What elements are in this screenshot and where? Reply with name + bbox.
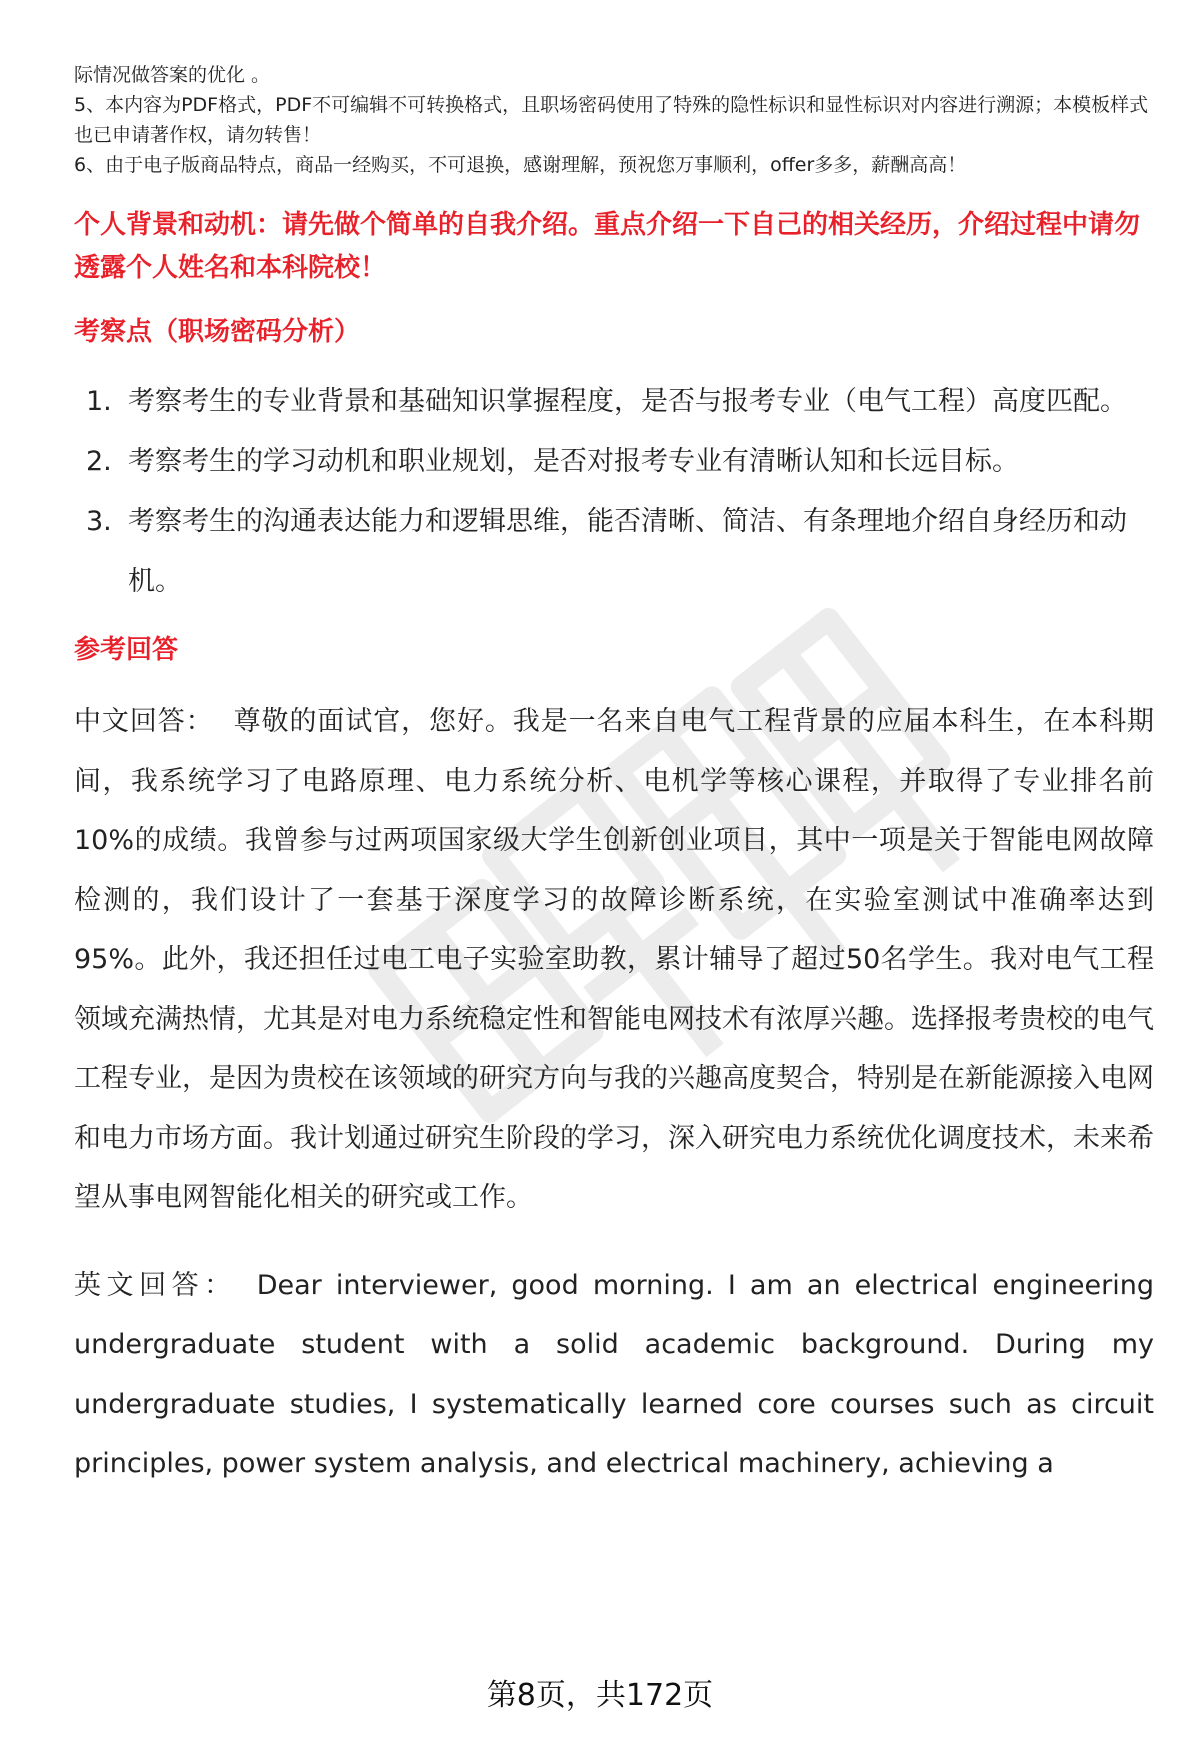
analysis-heading: 考察点（职场密码分析）: [74, 317, 361, 347]
note-line: 6、由于电子版商品特点，商品一经购买，不可退换，感谢理解，预祝您万事顺利，offer多多，薪酬高高！: [74, 154, 967, 176]
english-answer-text: Dear interviewer, good morning. I am an electrical engineering undergraduate student with a solid academic background. During my undergraduate studies, I systematically learned core courses such as circuit principles, power system analysis, and electrical machinery, achieving a: [74, 1269, 1155, 1479]
chinese-answer-text: 尊敬的面试官，您好。我是一名来自电气工程背景的应届本科生，在本科期间，我系统学习了电路原理、电力系统分析、电机学等核心课程，并取得了专业排名前10%的成绩。我曾参与过两项国家级大学生创新创业项目，其中一项是关于智能电网故障检测的，我们设计了一套基于深度学习的故障诊断系统，在实验室测试中准确率达到95%。此外，我还担任过电工电子实验室助教，累计辅导了超过50名学生。我对电气工程领域充满热情，尤其是对电力系统稳定性和智能电网技术有浓厚兴趣。选择报考贵校的电气工程专业，是因为贵校在该领域的研究方向与我的兴趣高度契合，特别是在新能源接入电网和电力市场方面。我计划通过研究生阶段的学习，深入研究电力系统优化调度技术，未来希望从事电网智能化相关的研究或工作。: [74, 706, 1155, 1213]
chinese-answer: [74, 692, 1154, 1228]
list-text: 考察考生的学习动机和职业规划，是否对报考专业有清晰认知和长远目标。: [128, 446, 1019, 477]
list-item: [74, 372, 1154, 432]
list-text: 考察考生的沟通表达能力和逻辑思维，能否清晰、简洁、有条理地介绍自身经历和动机。: [128, 506, 1127, 597]
notes-block: [74, 60, 1154, 180]
list-number: 1.: [86, 386, 112, 417]
english-answer: [74, 1256, 1154, 1494]
page-number-footer: 第8页，共172页: [486, 1678, 714, 1713]
list-item: [74, 492, 1154, 612]
list-number: 2.: [86, 446, 112, 477]
question-heading: 个人背景和动机：请先做个简单的自我介绍。重点介绍一下自己的相关经历，介绍过程中请勿透露个人姓名和本科院校！: [74, 210, 1141, 283]
page-content: [74, 60, 1154, 1494]
list-item: [74, 432, 1154, 492]
note-line: 际情况做答案的优化 。: [74, 64, 271, 86]
chinese-answer-label: 中文回答：: [74, 706, 214, 737]
list-number: 3.: [86, 506, 112, 537]
english-answer-label: 英文回答：: [74, 1269, 237, 1301]
analysis-points-list: [74, 372, 1154, 612]
note-line: 5、本内容为PDF格式，PDF不可编辑不可转换格式，且职场密码使用了特殊的隐性标识和显性标识对内容进行溯源；本模板样式也已申请著作权，请勿转售！: [74, 94, 1149, 146]
list-text: 考察考生的专业背景和基础知识掌握程度，是否与报考专业（电气工程）高度匹配。: [128, 386, 1127, 417]
reference-answer-heading: 参考回答: [74, 635, 179, 665]
